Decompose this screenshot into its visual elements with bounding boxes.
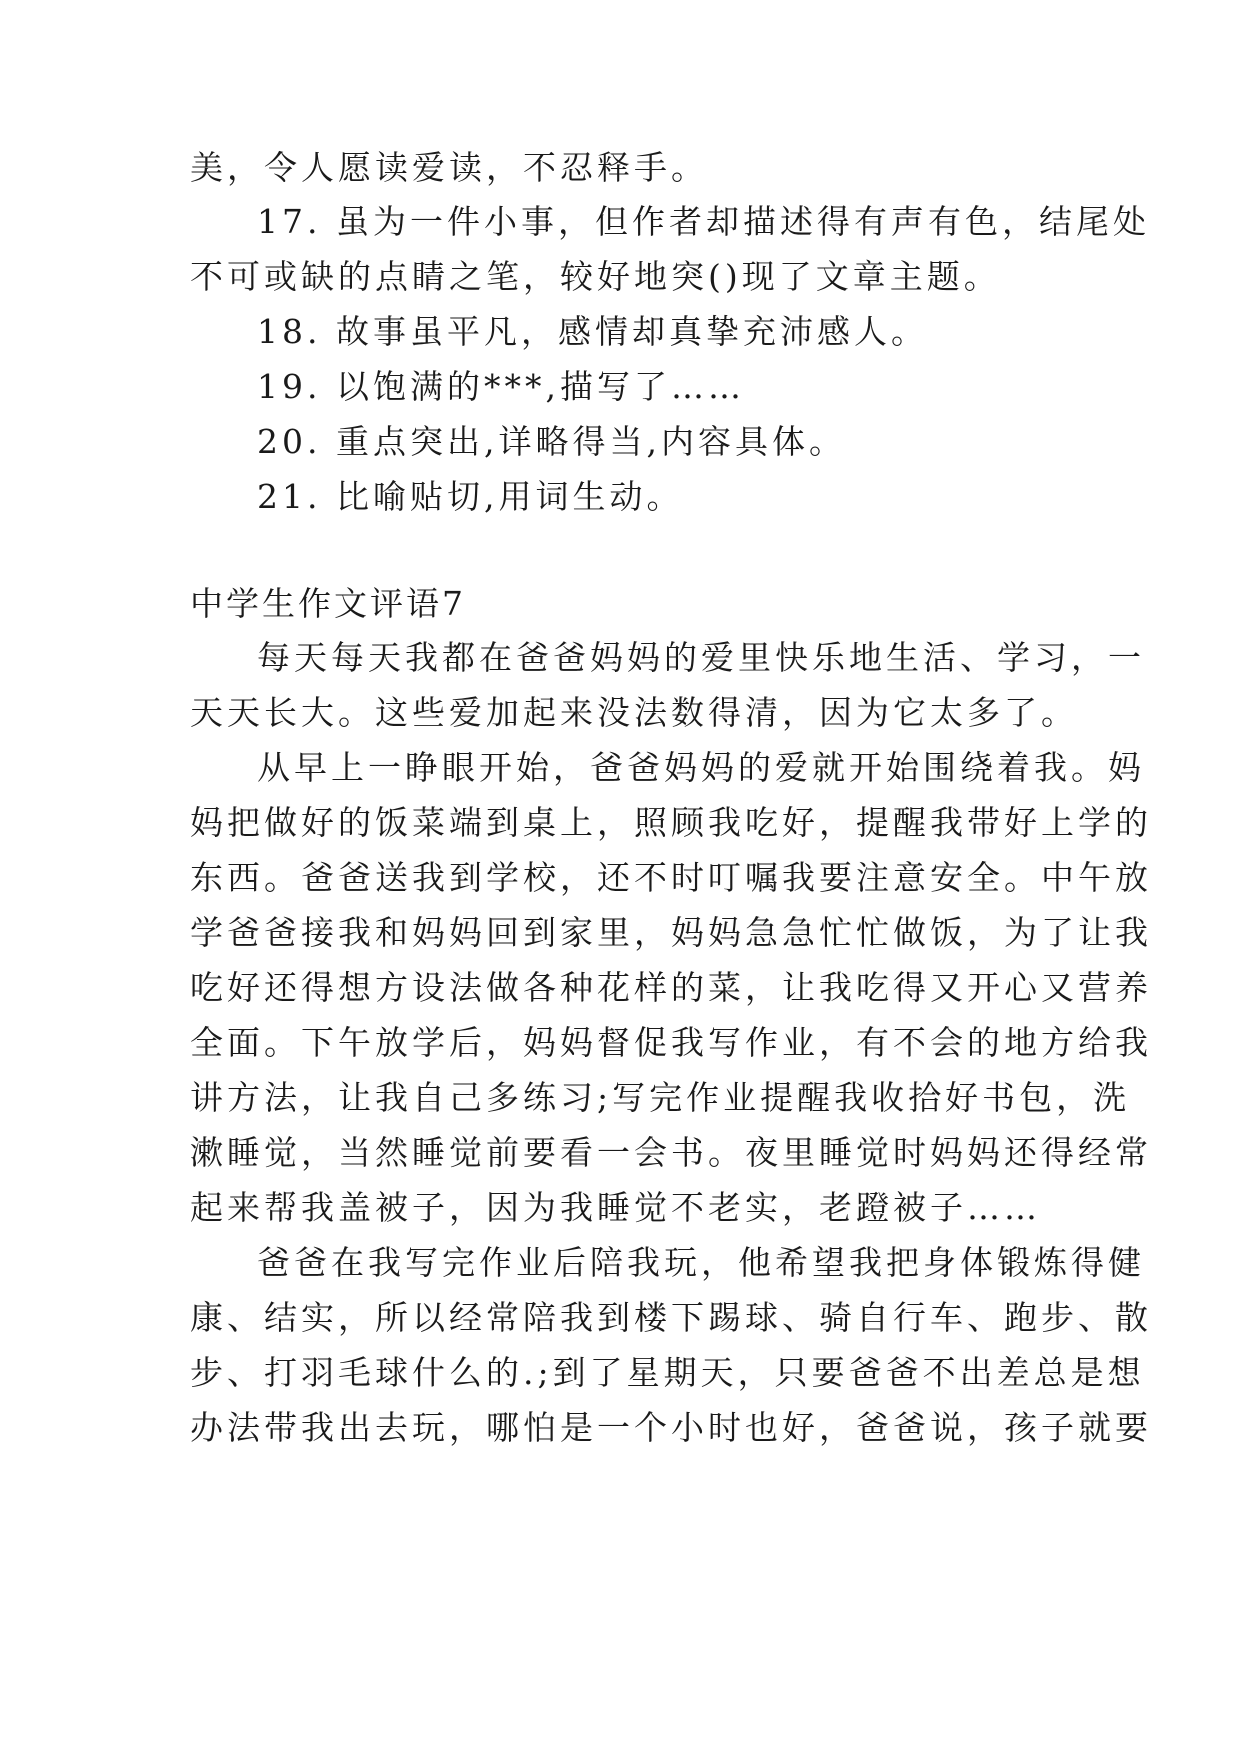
paragraph-line: 东西。爸爸送我到学校，还不时叮嘱我要注意安全。中午放 <box>190 858 1152 897</box>
paragraph-line: 爸爸在我写完作业后陪我玩，他希望我把身体锻炼得健 <box>257 1243 1145 1282</box>
paragraph-line: 不可或缺的点睛之笔，较好地突()现了文章主题。 <box>190 257 1001 296</box>
paragraph-line: 妈把做好的饭菜端到桌上，照顾我吃好，提醒我带好上学的 <box>190 803 1152 842</box>
comment-item-21: 21. 比喻贴切,用词生动。 <box>257 477 684 516</box>
paragraph-line: 从早上一睁眼开始，爸爸妈妈的爱就开始围绕着我。妈 <box>257 748 1145 787</box>
paragraph-line: 全面。下午放学后，妈妈督促我写作业，有不会的地方给我 <box>190 1023 1152 1062</box>
paragraph-line: 天天长大。这些爱加起来没法数得清，因为它太多了。 <box>190 693 1078 732</box>
paragraph-line: 吃好还得想方设法做各种花样的菜，让我吃得又开心又营养 <box>190 968 1152 1007</box>
paragraph-line: 康、结实，所以经常陪我到楼下踢球、骑自行车、跑步、散 <box>190 1298 1152 1337</box>
paragraph-line: 讲方法，让我自己多练习;写完作业提醒我收拾好书包，洗 <box>190 1078 1131 1117</box>
paragraph-line: 办法带我出去玩，哪怕是一个小时也好，爸爸说，孩子就要 <box>190 1408 1152 1447</box>
paragraph-line: 漱睡觉，当然睡觉前要看一会书。夜里睡觉时妈妈还得经常 <box>190 1133 1152 1172</box>
section-heading: 中学生作文评语7 <box>190 584 466 623</box>
paragraph-line: 学爸爸接我和妈妈回到家里，妈妈急急忙忙做饭，为了让我 <box>190 913 1152 952</box>
comment-item-20: 20. 重点突出,详略得当,内容具体。 <box>257 422 846 461</box>
paragraph-line: 每天每天我都在爸爸妈妈的爱里快乐地生活、学习，一 <box>257 638 1145 677</box>
paragraph-line: 步、打羽毛球什么的.;到了星期天，只要爸爸不出差总是想 <box>190 1353 1145 1392</box>
comment-item-17: 17. 虽为一件小事，但作者却描述得有声有色，结尾处 <box>257 202 1150 241</box>
paragraph-line: 起来帮我盖被子，因为我睡觉不老实，老蹬被子…… <box>190 1188 1041 1227</box>
paragraph-line: 美，令人愿读爱读，不忍释手。 <box>190 148 708 187</box>
comment-item-18: 18. 故事虽平凡，感情却真挚充沛感人。 <box>257 312 928 351</box>
comment-item-19: 19. 以饱满的***,描写了…… <box>257 367 745 406</box>
